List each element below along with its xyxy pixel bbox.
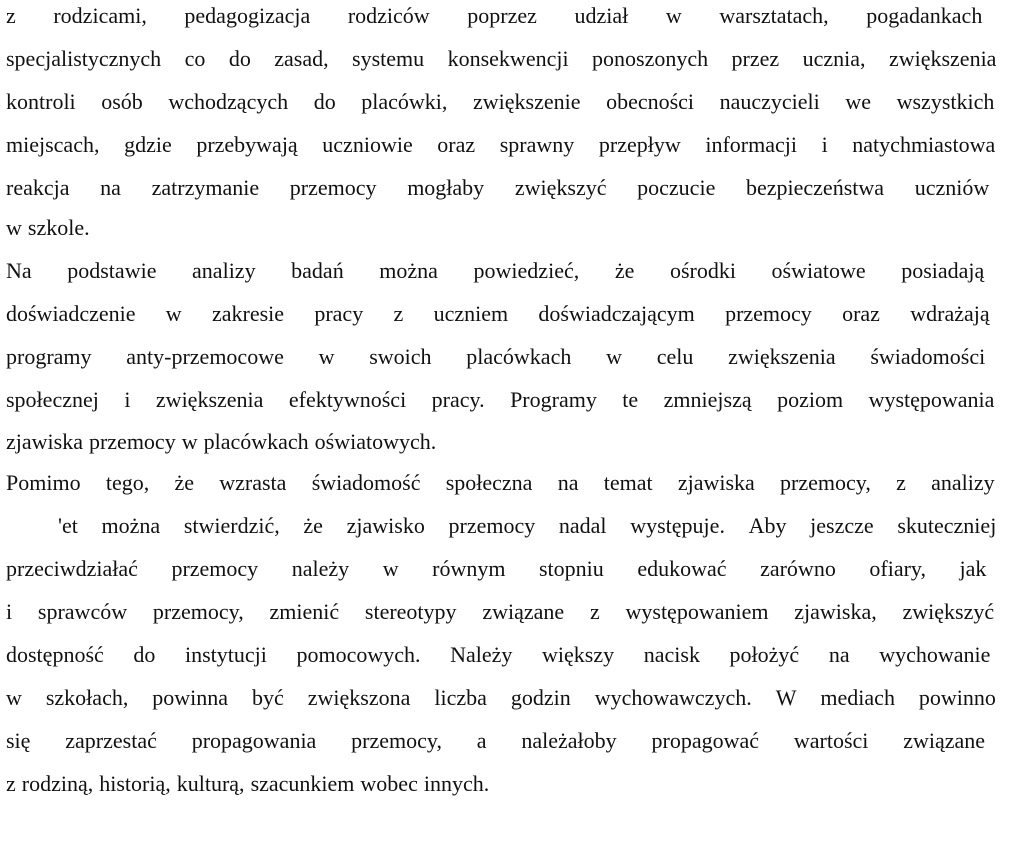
text-line: 'et można stwierdzić, że zjawisko przemocy nadal występuje. Aby jeszcze skuteczniej (58, 513, 997, 538)
text-line: reakcja na zatrzymanie przemocy mogłaby zwiększyć poczucie bezpieczeństwa uczniów (6, 175, 990, 200)
text-line: kontroli osób wchodzących do placówki, zwiększenie obecności nauczycieli we wszystkich (6, 89, 995, 114)
text-line: programy anty-przemocowe w swoich placówkach w celu zwiększenia świadomości (6, 344, 986, 369)
text-line: z rodziną, historią, kulturą, szacunkiem wobec innych. (6, 771, 490, 796)
text-line: w szkołach, powinna być zwiększona liczba godzin wychowawczych. W mediach powinno (6, 685, 996, 710)
text-line: w szkole. (6, 215, 90, 240)
text-line: miejscach, gdzie przebywają uczniowie oraz sprawny przepływ informacji i natychmiastowa (6, 132, 996, 157)
text-line: z rodzicami, pedagogizacja rodziców poprzez udział w warsztatach, pogadankach (6, 3, 983, 28)
text-line: zjawiska przemocy w placówkach oświatowych. (6, 429, 437, 454)
text-line: i sprawców przemocy, zmienić stereotypy związane z występowaniem zjawiska, zwiększyć (6, 599, 995, 624)
text-line: się zaprzestać propagowania przemocy, a należałoby propagować wartości związane (6, 728, 986, 753)
text-line: społecznej i zwiększenia efektywności pracy. Programy te zmniejszą poziom występowania (6, 387, 995, 412)
text-line: Na podstawie analizy badań można powiedzieć, że ośrodki oświatowe posiadają (6, 258, 985, 283)
text-line: doświadczenie w zakresie pracy z uczniem doświadczającym przemocy oraz wdrażają (6, 301, 990, 326)
text-line: przeciwdziałać przemocy należy w równym stopniu edukować zarówno ofiary, jak (6, 556, 987, 581)
text-line: Pomimo tego, że wzrasta świadomość społeczna na temat zjawiska przemocy, z analizy (6, 470, 995, 495)
text-line: specjalistycznych co do zasad, systemu konsekwencji ponoszonych przez ucznia, zwiększenia (6, 46, 997, 71)
text-line: dostępność do instytucji pomocowych. Należy większy nacisk położyć na wychowanie (6, 642, 991, 667)
